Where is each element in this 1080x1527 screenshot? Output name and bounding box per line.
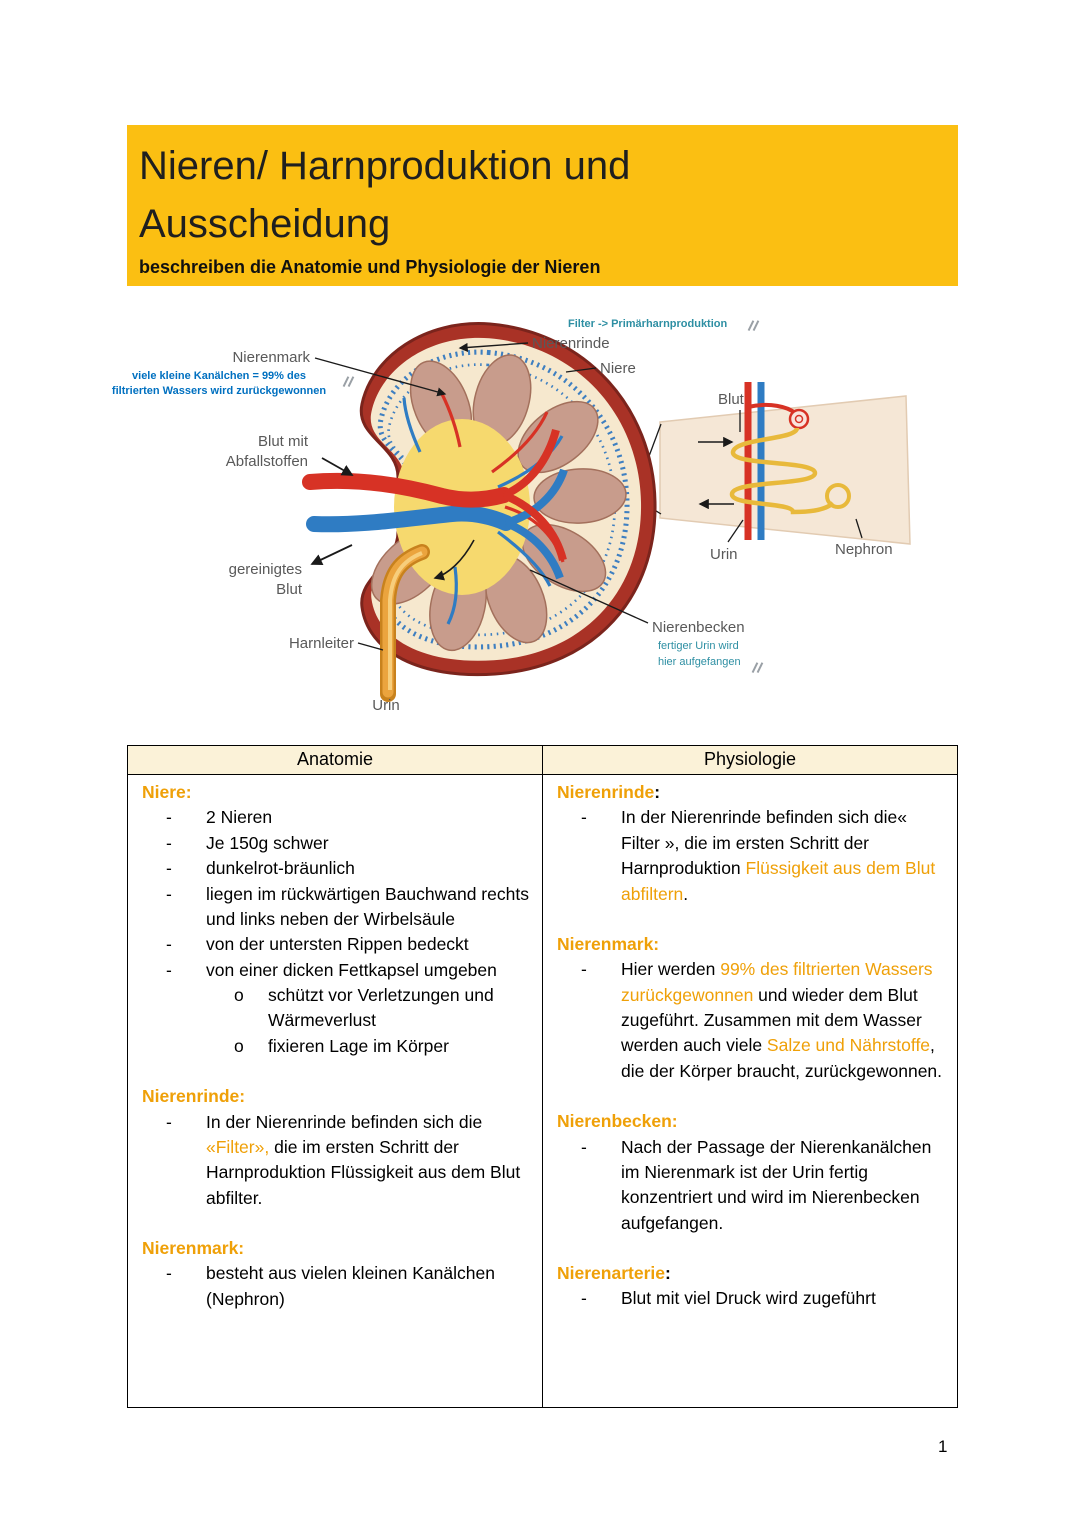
section-heading	[142, 1236, 530, 1261]
text-segment: Nierenbecken:	[557, 1111, 678, 1132]
bullet-item	[142, 805, 530, 830]
text-segment: Nierenrinde:	[142, 1086, 246, 1107]
text-segment: Nierenmark:	[142, 1238, 245, 1258]
text-segment: Nierenrinde	[557, 782, 655, 802]
nierenmark-note-line1: viele kleine Kanälchen = 99% des	[132, 370, 306, 382]
bullet-marker: -	[581, 1288, 587, 1309]
bullet-marker: -	[581, 959, 587, 980]
section-gap	[557, 1236, 945, 1261]
section-heading	[142, 780, 530, 805]
bullet-marker: -	[166, 1111, 172, 1132]
table-header-row	[128, 746, 957, 775]
nierenmark-label: Nierenmark	[232, 349, 310, 366]
text-segment: .	[683, 883, 689, 904]
nierenmark-note	[100, 369, 338, 399]
bullet-marker: -	[166, 934, 172, 955]
text-segment: Nierenarterie	[557, 1263, 665, 1283]
text-segment: fixieren Lage im Körper	[268, 1035, 449, 1056]
nierenbecken-note	[658, 639, 741, 671]
bullet-text	[268, 1034, 530, 1059]
bullet-text	[206, 831, 530, 856]
text-segment: die im ersten Schritt der Harnproduktion Flüssigkeit aus dem Blut abfilter.	[206, 1136, 521, 1208]
text-segment: liegen im rückwärtigen Bauchwand rechts und links neben der Wirbelsäule	[206, 883, 529, 929]
section-gap	[557, 1312, 945, 1337]
nierenbecken-note-line1: fertiger Urin wird	[658, 640, 739, 652]
bullet-item	[142, 882, 530, 933]
anatomie-column	[128, 775, 543, 1407]
harnleiter-label: Harnleiter	[288, 635, 354, 652]
gereinigtes-blut-label	[152, 560, 302, 601]
blut-label: Blut	[718, 391, 744, 408]
bullet-marker: -	[166, 883, 172, 904]
anatomy-physiology-table	[127, 745, 958, 1408]
page-title-line1: Nieren/ Harnproduktion und	[139, 144, 631, 188]
text-segment: 99% des filtrierten Wassers zurückgewonnen	[621, 959, 933, 1005]
kidney-diagram	[100, 312, 945, 717]
section-gap	[557, 907, 945, 932]
bullet-item	[142, 1110, 530, 1212]
section-heading	[557, 932, 945, 957]
bullet-marker: -	[581, 1136, 587, 1157]
table-header-anatomie: Anatomie	[128, 746, 543, 774]
text-segment: besteht aus vielen kleinen Kanälchen (Nephron)	[206, 1263, 495, 1309]
text-segment: , die der Körper braucht, zurückgewonnen.	[621, 1035, 943, 1081]
text-segment: 2 Nieren	[206, 807, 273, 828]
text-segment: Blut mit viel Druck wird zugeführt	[621, 1288, 876, 1309]
bullet-item	[142, 1034, 530, 1059]
bullet-marker: -	[166, 858, 172, 879]
urin-bottom-label: Urin	[372, 697, 400, 714]
text-segment: :	[664, 1263, 671, 1283]
bullet-marker: -	[581, 807, 587, 828]
nierenbecken-label: Nierenbecken	[652, 619, 745, 636]
header-block	[127, 125, 958, 286]
bullet-text	[621, 1286, 945, 1311]
gereinigtes-line2: Blut	[276, 581, 302, 599]
filter-note-label: Filter -> Primärharnproduktion	[568, 318, 728, 330]
text-segment: dunkelrot-bräunlich	[206, 858, 355, 879]
gereinigtes-line1: gereinigtes	[228, 561, 302, 578]
blut-abfall-line1: Blut mit	[257, 433, 308, 450]
bullet-text	[206, 1261, 530, 1312]
table-body	[128, 775, 957, 1407]
bullet-marker: o	[234, 1035, 244, 1056]
section-heading	[557, 780, 945, 805]
section-heading	[557, 1261, 945, 1286]
urin-right-label: Urin	[710, 546, 738, 563]
bullet-text	[206, 856, 530, 881]
bullet-text	[206, 958, 530, 983]
text-segment: In der Nierenrinde befinden sich die	[206, 1111, 483, 1132]
bullet-marker: -	[166, 1263, 172, 1284]
bullet-text	[206, 882, 530, 933]
bullet-item	[557, 1135, 945, 1237]
section-heading	[557, 1109, 945, 1134]
text-segment: Flüssigkeit aus dem Blut abfiltern	[621, 858, 936, 904]
text-segment: Niere:	[142, 782, 192, 802]
ink-mark	[752, 662, 764, 673]
bullet-text	[621, 957, 945, 1084]
ink-mark	[343, 376, 355, 387]
page-subtitle: beschreiben die Anatomie und Physiologie der Nieren	[127, 253, 958, 286]
page-number: 1	[938, 1437, 948, 1456]
text-segment: von einer dicken Fettkapsel umgeben	[206, 959, 497, 980]
bullet-item	[142, 932, 530, 957]
section-gap	[142, 1059, 530, 1084]
bullet-item	[142, 983, 530, 1034]
bullet-item	[557, 957, 945, 1084]
text-segment: Je 150g schwer	[206, 832, 329, 853]
bullet-text	[621, 805, 945, 907]
text-segment: von der untersten Rippen bedeckt	[206, 934, 469, 955]
bullet-marker: -	[166, 807, 172, 828]
nierenrinde-label: Nierenrinde	[532, 335, 610, 352]
text-segment: :	[654, 782, 661, 802]
bullet-text	[621, 1135, 945, 1237]
bullet-marker: -	[166, 832, 172, 853]
physiologie-column	[543, 775, 957, 1407]
bullet-text	[206, 1110, 530, 1212]
nierenmark-note-line2: filtrierten Wassers wird zurückgewonnen	[111, 384, 327, 397]
section-gap	[142, 1211, 530, 1236]
bullet-text	[268, 983, 530, 1034]
text-segment: Nach der Passage der Nierenkanälchen im Nierenmark ist der Urin fertig konzentriert und wird im Nierenbecken aufgefangen.	[621, 1136, 932, 1233]
text-segment: und wieder dem Blut zugeführt. Zusammen mit dem Wasser werden auch viele	[621, 984, 922, 1056]
bullet-text	[206, 932, 530, 957]
blut-abfallstoffen-label	[158, 432, 308, 473]
text-segment: Nierenmark:	[557, 933, 660, 954]
blut-abfall-line2: Abfallstoffen	[225, 453, 308, 471]
text-segment: Hier werden	[621, 959, 721, 980]
bullet-marker: o	[234, 985, 244, 1005]
text-segment: In der Nierenrinde befinden sich die« Filter », die im ersten Schritt der Harnproduktion	[621, 807, 908, 879]
bullet-item	[557, 805, 945, 907]
text-segment: schützt vor Verletzungen und Wärmeverlust	[268, 985, 494, 1031]
bullet-marker: -	[166, 959, 172, 980]
page-title-line2: Ausscheidung	[139, 202, 391, 246]
bullet-item	[142, 1261, 530, 1312]
nierenbecken-note-line2: hier aufgefangen	[658, 655, 741, 668]
bullet-item	[142, 958, 530, 983]
nephron-label: Nephron	[835, 541, 893, 558]
ink-mark	[748, 320, 760, 331]
section-heading	[142, 1084, 530, 1109]
title-area	[127, 125, 958, 253]
bullet-text	[206, 805, 530, 830]
section-gap	[557, 1084, 945, 1109]
bullet-item	[142, 856, 530, 881]
text-segment: Salze und Nährstoffe	[766, 1035, 931, 1056]
bullet-item	[557, 1286, 945, 1311]
bullet-item	[142, 831, 530, 856]
table-header-physiologie: Physiologie	[703, 749, 797, 769]
section-gap	[142, 1312, 530, 1337]
niere-label: Niere	[600, 360, 636, 377]
text-segment: «Filter»,	[206, 1136, 270, 1157]
